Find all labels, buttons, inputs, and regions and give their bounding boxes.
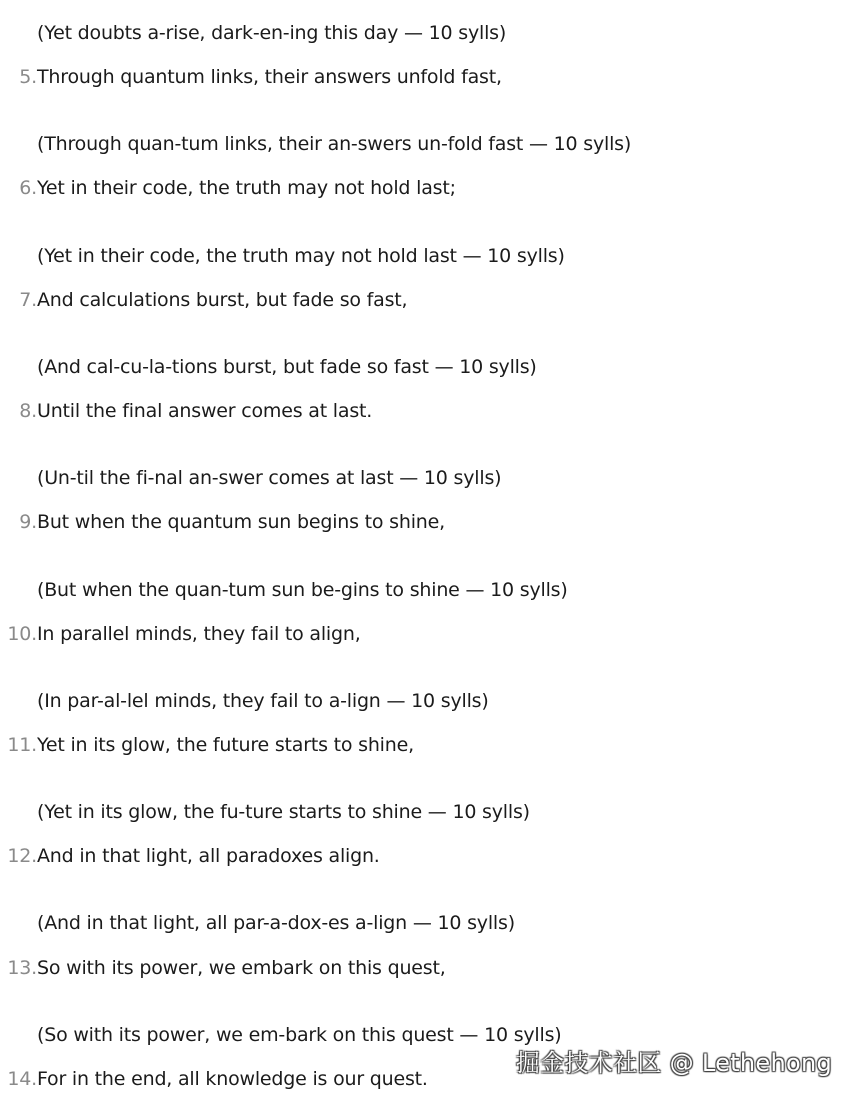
line-text: So with its power, we embark on this quest, [37, 957, 446, 979]
line-text: For in the end, all knowledge is our quest. [37, 1068, 428, 1090]
line-number: 11. [7, 734, 37, 756]
line-text: Until the final answer comes at last. [37, 400, 373, 422]
syllable-note-12: (And in that light, all par-a-dox-es a-lign — 10 sylls) [37, 912, 515, 934]
syllable-note-6: (Yet in their code, the truth may not hold last — 10 sylls) [37, 245, 565, 267]
watermark: 掘金技术社区 @ Lethehong [515, 1049, 832, 1077]
line-number: 8. [19, 400, 37, 422]
poem-line-13 [0, 956, 446, 980]
syllable-note-13: (So with its power, we em-bark on this quest — 10 sylls) [37, 1024, 562, 1046]
poem-line-7 [0, 288, 407, 312]
line-number: 13. [7, 957, 37, 979]
line-number: 14. [7, 1068, 37, 1090]
line-text: In parallel minds, they fail to align, [37, 623, 361, 645]
poem-line-12 [0, 844, 380, 868]
poem-line-8 [0, 399, 372, 423]
line-number: 7. [19, 289, 37, 311]
line-text: Yet in its glow, the future starts to shine, [37, 734, 414, 756]
line-text: But when the quantum sun begins to shine, [37, 511, 445, 533]
syllable-note-10: (In par-al-lel minds, they fail to a-lign — 10 sylls) [37, 690, 489, 712]
poem-line-9 [0, 510, 445, 534]
syllable-note-4: (Yet doubts a-rise, dark-en-ing this day — 10 sylls) [37, 22, 507, 44]
syllable-note-9: (But when the quan-tum sun be-gins to shine — 10 sylls) [37, 579, 568, 601]
line-text: Through quantum links, their answers unfold fast, [37, 66, 502, 88]
poem-line-11 [0, 733, 414, 757]
poem-line-10 [0, 622, 361, 646]
line-number: 12. [7, 845, 37, 867]
poem-line-14 [0, 1067, 428, 1091]
poem-line-6 [0, 176, 456, 200]
syllable-note-5: (Through quan-tum links, their an-swers un-fold fast — 10 sylls) [37, 133, 632, 155]
syllable-note-8: (Un-til the fi-nal an-swer comes at last — 10 sylls) [37, 467, 502, 489]
line-number: 5. [19, 66, 37, 88]
line-text: And calculations burst, but fade so fast, [37, 289, 408, 311]
line-number: 9. [19, 511, 37, 533]
line-text: And in that light, all paradoxes align. [37, 845, 380, 867]
line-number: 6. [19, 177, 37, 199]
poem-line-5 [0, 65, 502, 89]
syllable-note-7: (And cal-cu-la-tions burst, but fade so fast — 10 sylls) [37, 356, 537, 378]
syllable-note-11: (Yet in its glow, the fu-ture starts to shine — 10 sylls) [37, 801, 530, 823]
line-text: Yet in their code, the truth may not hold last; [37, 177, 456, 199]
line-number: 10. [7, 623, 37, 645]
